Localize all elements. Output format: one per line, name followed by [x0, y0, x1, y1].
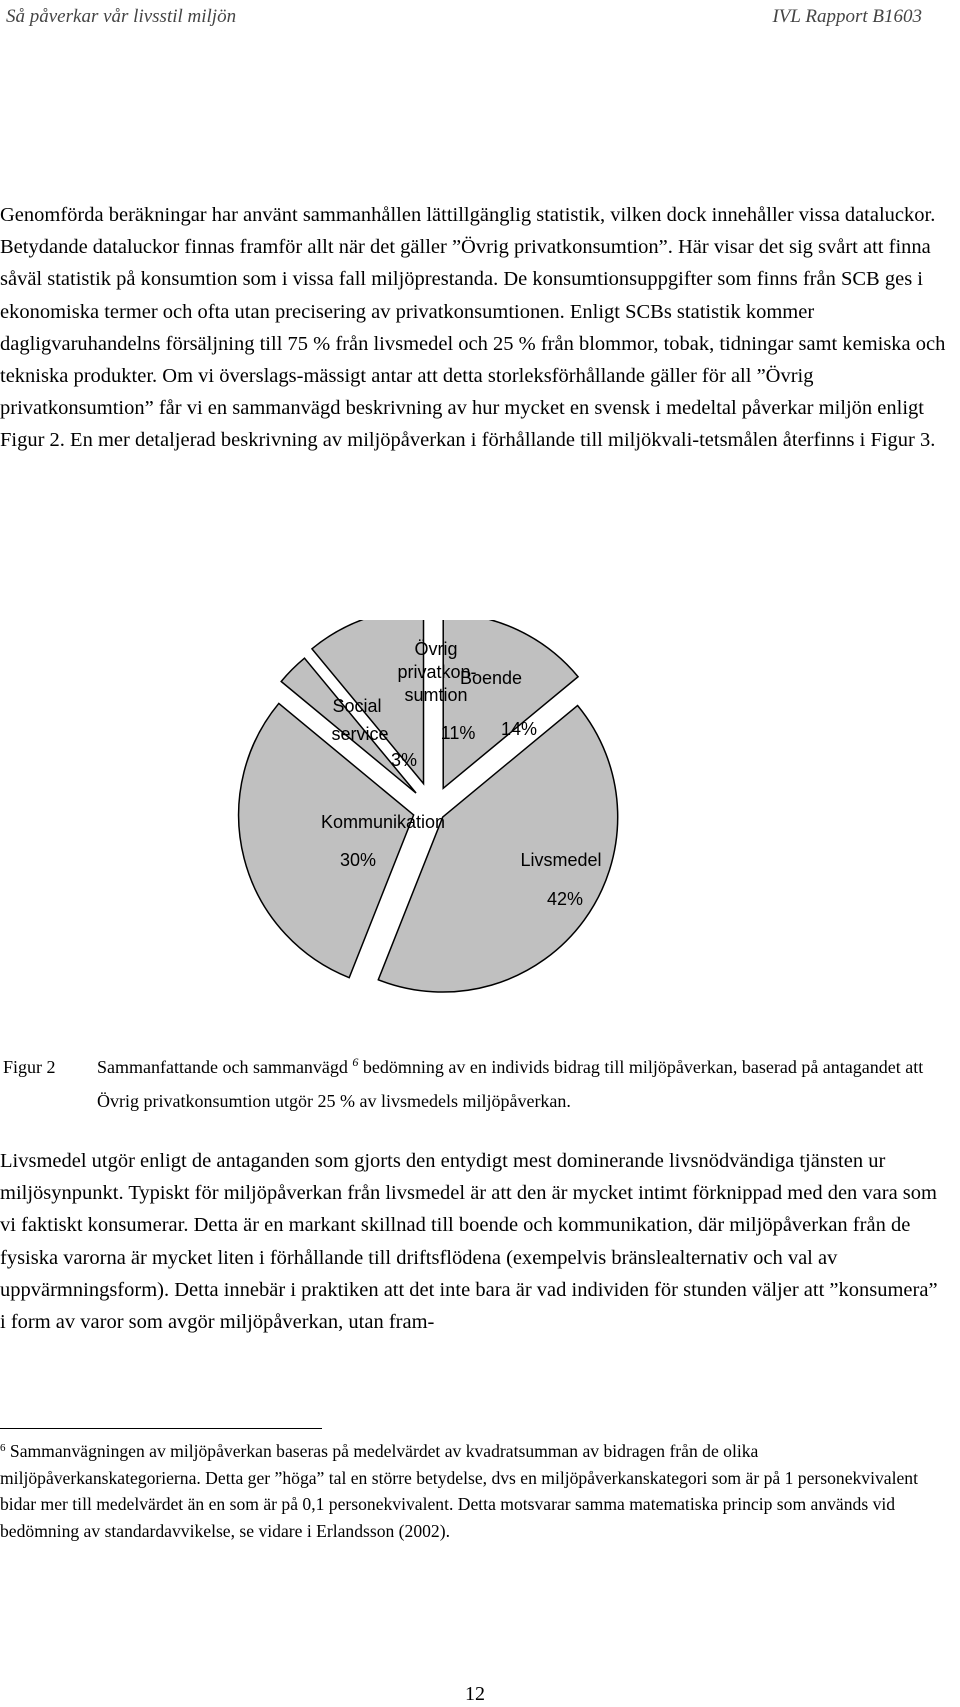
body-paragraph-1: Genomförda beräkningar har använt sammanhållen lättillgänglig statistik, vilken dock innehåller vissa dataluckor. Betydande dataluckor finnas framför allt när det gäller ”Övrig privatkonsumtion”. Här visar det sig svårt att finna såväl statistik på konsumtion som i vissa fall miljöprestanda. De konsumtionsuppgifter som finns från SCB ges i ekonomiska termer och ofta utan precisering av privatkonsumtionen. Enligt SCBs statistik kommer dagligvaruhandelns försäljning till 75 % från livsmedel och 25 % från blommor, tobak, tidningar samt kemiska och tekniska produkter. Om vi överslags-mässigt antar att detta storleksförhållande gäller för all ”Övrig privatkonsumtion” får vi en sammanvägd beskrivning av hur mycket en svensk i medeltal påverkar miljön enligt Figur 2. En mer detaljerad beskrivning av miljöpåverkan i förhållande till miljökvali-tetsmålen återfinns i Figur 3. [0, 204, 946, 452]
pie-label-3-line-0: Social [332, 696, 382, 716]
page-number: 12 [465, 1683, 485, 1705]
pie-value-label-2: 30% [339, 850, 377, 870]
pie-value-label-1: 42% [546, 889, 584, 909]
footnote-divider [0, 1428, 322, 1429]
pie-value-label-3: 3% [390, 750, 418, 770]
pie-label-4-line-1: privatkon- [397, 662, 477, 682]
footnote-number: 6 [0, 1442, 6, 1454]
pie-value-label-0: 14% [500, 719, 538, 739]
pie-label-4-line-2: sumtion [404, 685, 468, 705]
caption-part-2: bedömning av en individs bidrag till miljöpåverkan, baserad på antagandet att Övrig privatkonsumtion utgör 25 % av livsmedels miljöpåverkan. [97, 1057, 924, 1111]
footnote [0, 1438, 955, 1544]
pie-label-1-line-0: Livsmedel [520, 850, 602, 870]
figure-label: Figur 2 [3, 1057, 56, 1077]
pie-label-3-line-1: service [331, 724, 389, 744]
footnote-text: Sammanvägningen av miljöpåverkan baseras på medelvärdet av kvadratsumman av bidragen från de olika miljöpåverkanskategorierna. Detta ger ”höga” tal en större betydelse, dvs en miljöpåverkanskategori som är på 1 personekvivalent bidar mer till medelvärdet än en som är på 0,1 personekvivalent. Detta motsvarar samma matematiska princip som används vid bedömning av standardavvikelse, se vidare i Erlandsson (2002). [0, 1441, 918, 1541]
footnote-ref[interactable]: 6 [352, 1055, 359, 1069]
pie-label-4-line-0: Övrig [414, 639, 458, 659]
pie-value-label-4: 11% [440, 723, 476, 743]
pie-slice-kommunikation [239, 703, 414, 977]
pie-label-0-line-0: Boende [459, 668, 523, 688]
running-header-report: IVL Rapport B1603 [772, 6, 922, 27]
figure-caption-text [97, 1050, 957, 1118]
caption-part-1: Sammanfattande och sammanvägd [97, 1057, 348, 1077]
pie-chart [0, 620, 960, 1000]
pie-label-2-line-0: Kommunikation [320, 812, 446, 832]
pie-chart-svg [0, 620, 960, 1000]
body-paragraph-2: Livsmedel utgör enligt de antaganden som gjorts den entydigt mest dominerande livsnödvändiga tjänsten ur miljösynpunkt. Typiskt för miljöpåverkan från livsmedel är att den är mycket intimt förknippad med den vara som vi faktiskt konsumerar. Detta är en markant skillnad till boende och kommunikation, där miljöpåverkan från de fysiska varorna är mycket liten i förhållande till driftsflödena (exempelvis bränslealternativ och val av uppvärmningsform). Detta innebär i praktiken att det inte bara är vad individen för stunden väljer att ”konsumera” i form av varor som avgör miljöpåverkan, utan fram- [0, 1150, 938, 1334]
running-header-title: Så påverkar vår livsstil miljön [6, 6, 237, 27]
